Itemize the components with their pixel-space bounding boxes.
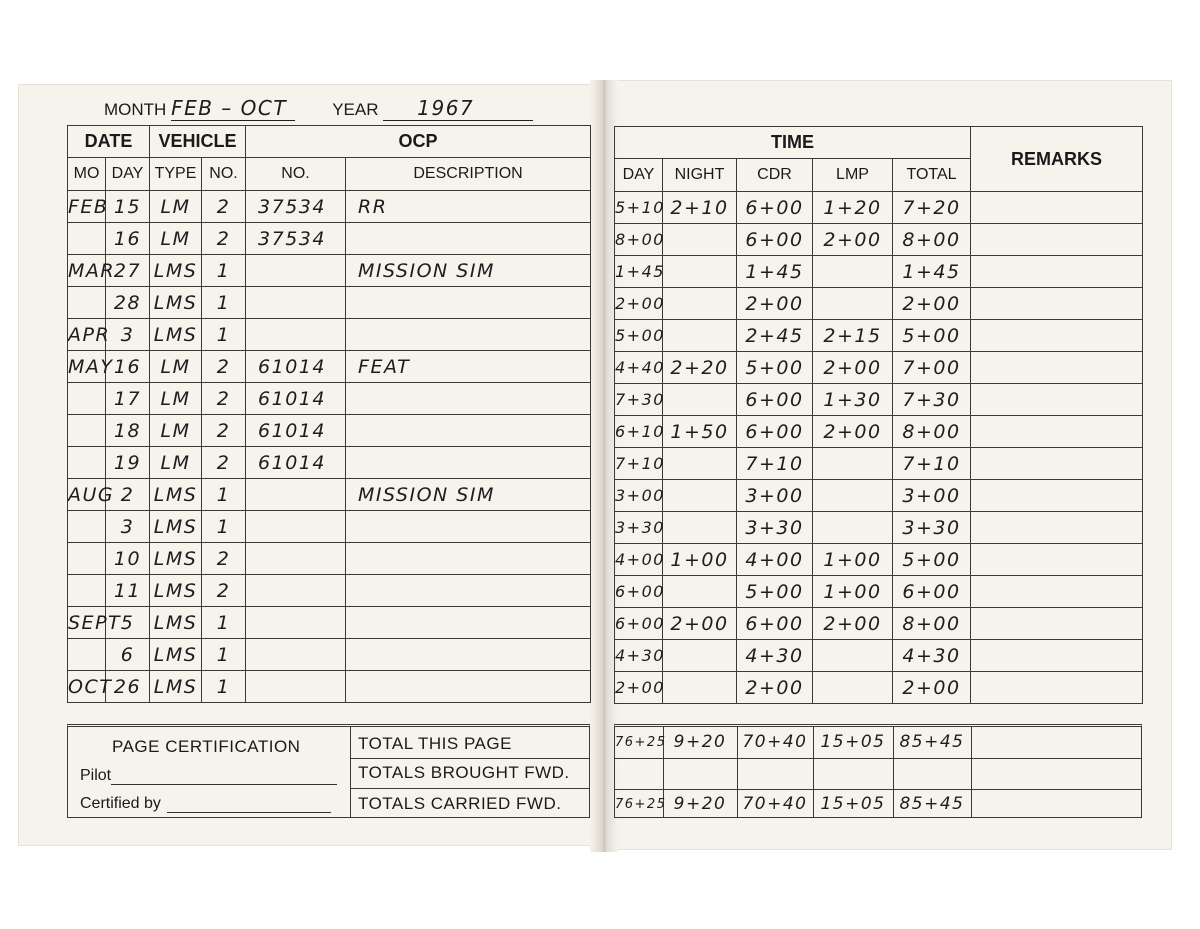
- month-cell: AUG: [68, 479, 106, 511]
- time-day-cell: 2+00: [615, 288, 663, 320]
- pilot-label: Pilot: [80, 767, 112, 784]
- vehicle-no-cell: 1: [202, 639, 246, 671]
- description-cell: [346, 543, 591, 575]
- table-row: [615, 192, 1143, 224]
- time-night-header: NIGHT: [663, 159, 737, 192]
- month-year-header: [104, 96, 533, 121]
- description-cell: [346, 671, 591, 703]
- time-day-cell: 7+30: [615, 384, 663, 416]
- cdr-cell: 6+00: [737, 384, 813, 416]
- day-cell: 2: [106, 479, 150, 511]
- ocp-no-cell: [246, 255, 346, 287]
- month-cell: [68, 223, 106, 255]
- day-cell: 27: [106, 255, 150, 287]
- vehicle-no-cell: 1: [202, 479, 246, 511]
- lmp-cell: 1+00: [813, 544, 893, 576]
- remarks-cell: [971, 352, 1143, 384]
- year-value: 1967: [383, 96, 533, 121]
- total-cell: 7+00: [893, 352, 971, 384]
- brought-cdr-cell: [737, 758, 814, 789]
- description-cell: [346, 447, 591, 479]
- remarks-cell: [971, 416, 1143, 448]
- flight-log-right-table: [614, 126, 1143, 704]
- total-night-cell: 9+20: [663, 727, 738, 758]
- table-row: [615, 384, 1143, 416]
- table-row: [615, 416, 1143, 448]
- lmp-cell: 1+30: [813, 384, 893, 416]
- total-cell: 5+00: [893, 544, 971, 576]
- day-cell: 3: [106, 511, 150, 543]
- totals-grid: [614, 724, 1142, 818]
- description-cell: [346, 639, 591, 671]
- remarks-cell: [971, 608, 1143, 640]
- cdr-cell: 3+00: [737, 480, 813, 512]
- certified-by-line: [80, 795, 331, 813]
- ocp-no-cell: [246, 575, 346, 607]
- totals-brought-fwd-label: TOTALS BROUGHT FWD.: [358, 763, 570, 782]
- table-row: [68, 223, 591, 255]
- ocp-no-cell: 37534: [246, 191, 346, 223]
- totals-divider: [350, 788, 590, 789]
- total-lmp-cell: 15+05: [813, 727, 894, 758]
- mo-header: MO: [68, 158, 106, 191]
- table-row: [615, 512, 1143, 544]
- day-cell: 15: [106, 191, 150, 223]
- table-row: [615, 448, 1143, 480]
- lmp-cell: [813, 288, 893, 320]
- ocp-no-cell: 61014: [246, 351, 346, 383]
- total-cell: 8+00: [893, 416, 971, 448]
- vehicle-no-cell: 2: [202, 575, 246, 607]
- table-row: [615, 576, 1143, 608]
- vehicle-no-cell: 2: [202, 415, 246, 447]
- time-night-cell: [663, 512, 737, 544]
- vehicle-type-cell: LM: [150, 447, 202, 479]
- ocp-no-cell: 61014: [246, 447, 346, 479]
- ocp-no-cell: 37534: [246, 223, 346, 255]
- carried-cdr-cell: 70+40: [737, 789, 814, 818]
- year-label: YEAR: [332, 100, 379, 119]
- day-cell: 3: [106, 319, 150, 351]
- cdr-cell: 5+00: [737, 576, 813, 608]
- ocp-no-cell: 61014: [246, 415, 346, 447]
- total-cell: 8+00: [893, 608, 971, 640]
- description-cell: [346, 287, 591, 319]
- brought-day-cell: [615, 758, 664, 789]
- cdr-cell: 3+30: [737, 512, 813, 544]
- vehicle-no-cell: 1: [202, 255, 246, 287]
- page-certification-title: PAGE CERTIFICATION: [112, 737, 301, 756]
- description-cell: [346, 319, 591, 351]
- table-row: [68, 351, 591, 383]
- lmp-cell: 2+00: [813, 608, 893, 640]
- time-day-cell: 1+45: [615, 256, 663, 288]
- time-night-cell: 1+50: [663, 416, 737, 448]
- day-cell: 17: [106, 383, 150, 415]
- vehicle-type-cell: LMS: [150, 511, 202, 543]
- vehicle-no-cell: 1: [202, 319, 246, 351]
- total-cell: 6+00: [893, 576, 971, 608]
- description-cell: MISSION SIM: [346, 255, 591, 287]
- lmp-cell: [813, 256, 893, 288]
- page-certification-box: [67, 724, 590, 818]
- vehicle-no-cell: 2: [202, 351, 246, 383]
- table-row: [615, 544, 1143, 576]
- cdr-cell: 2+00: [737, 288, 813, 320]
- time-night-cell: 2+20: [663, 352, 737, 384]
- time-night-cell: [663, 256, 737, 288]
- lmp-cell: [813, 448, 893, 480]
- day-cell: 5: [106, 607, 150, 639]
- time-day-cell: 2+00: [615, 672, 663, 704]
- carried-night-cell: 9+20: [663, 789, 738, 818]
- total-cell: 7+30: [893, 384, 971, 416]
- total-cell: 1+45: [893, 256, 971, 288]
- time-night-cell: [663, 288, 737, 320]
- month-cell: [68, 287, 106, 319]
- time-day-cell: 7+10: [615, 448, 663, 480]
- time-header: TIME: [615, 127, 971, 159]
- month-cell: [68, 543, 106, 575]
- table-row: [68, 575, 591, 607]
- vehicle-header: VEHICLE: [150, 126, 246, 158]
- table-row: [615, 352, 1143, 384]
- certified-by-label: Certified by: [80, 795, 161, 812]
- ocp-no-cell: [246, 607, 346, 639]
- vehicle-no-cell: 1: [202, 607, 246, 639]
- vehicle-type-cell: LMS: [150, 671, 202, 703]
- table-row: [68, 447, 591, 479]
- cdr-cell: 7+10: [737, 448, 813, 480]
- day-cell: 26: [106, 671, 150, 703]
- vehicle-type-cell: LMS: [150, 287, 202, 319]
- vehicle-type-cell: LM: [150, 191, 202, 223]
- total-cell: 7+20: [893, 192, 971, 224]
- table-row: [68, 287, 591, 319]
- remarks-cell: [971, 480, 1143, 512]
- vehicle-no-cell: 1: [202, 671, 246, 703]
- vehicle-no-cell: 2: [202, 543, 246, 575]
- time-night-cell: [663, 224, 737, 256]
- time-night-cell: [663, 320, 737, 352]
- table-row: [615, 480, 1143, 512]
- vehicle-type-cell: LMS: [150, 639, 202, 671]
- vehicle-type-cell: LMS: [150, 543, 202, 575]
- total-cell: 3+00: [893, 480, 971, 512]
- day-cell: 18: [106, 415, 150, 447]
- vehicle-no-header: NO.: [202, 158, 246, 191]
- total-total-cell: 85+45: [893, 727, 972, 758]
- totals-carried-fwd-row: [615, 789, 1141, 818]
- vehicle-type-cell: LM: [150, 415, 202, 447]
- cdr-cell: 6+00: [737, 608, 813, 640]
- vehicle-type-cell: LM: [150, 351, 202, 383]
- time-night-cell: 2+00: [663, 608, 737, 640]
- vehicle-type-cell: LMS: [150, 575, 202, 607]
- time-day-header: DAY: [615, 159, 663, 192]
- remarks-cell: [971, 576, 1143, 608]
- lmp-cell: [813, 512, 893, 544]
- lmp-cell: 2+15: [813, 320, 893, 352]
- totals-brought-fwd-row: [615, 758, 1141, 790]
- vehicle-type-cell: LM: [150, 383, 202, 415]
- month-cell: FEB: [68, 191, 106, 223]
- description-cell: MISSION SIM: [346, 479, 591, 511]
- month-cell: [68, 639, 106, 671]
- table-row: [68, 479, 591, 511]
- total-cell: 4+30: [893, 640, 971, 672]
- vehicle-no-cell: 1: [202, 287, 246, 319]
- time-night-cell: [663, 672, 737, 704]
- remarks-header: REMARKS: [971, 127, 1143, 192]
- ocp-no-header: NO.: [246, 158, 346, 191]
- month-cell: MAY: [68, 351, 106, 383]
- description-cell: [346, 383, 591, 415]
- time-day-cell: 5+10: [615, 192, 663, 224]
- cdr-cell: 2+45: [737, 320, 813, 352]
- table-row: [68, 511, 591, 543]
- lmp-cell: [813, 640, 893, 672]
- ocp-no-cell: [246, 639, 346, 671]
- month-label: MONTH: [104, 100, 167, 119]
- remarks-cell: [971, 384, 1143, 416]
- certification-section: [68, 727, 351, 817]
- vehicle-type-cell: LMS: [150, 255, 202, 287]
- cdr-cell: 1+45: [737, 256, 813, 288]
- day-cell: 16: [106, 351, 150, 383]
- time-night-cell: [663, 480, 737, 512]
- time-night-cell: [663, 384, 737, 416]
- description-cell: [346, 575, 591, 607]
- ocp-no-cell: [246, 319, 346, 351]
- flight-log-left-table: [67, 125, 591, 703]
- time-night-cell: 2+10: [663, 192, 737, 224]
- total-cell: 5+00: [893, 320, 971, 352]
- carried-day-cell: 76+25: [615, 789, 664, 818]
- cdr-cell: 6+00: [737, 192, 813, 224]
- month-cell: [68, 511, 106, 543]
- table-row: [68, 319, 591, 351]
- brought-night-cell: [663, 758, 738, 789]
- lmp-cell: 2+00: [813, 416, 893, 448]
- description-cell: RR: [346, 191, 591, 223]
- ocp-header: OCP: [246, 126, 591, 158]
- table-row: [68, 671, 591, 703]
- vehicle-no-cell: 2: [202, 447, 246, 479]
- brought-lmp-cell: [813, 758, 894, 789]
- certified-by-field[interactable]: [167, 796, 331, 813]
- table-row: [68, 191, 591, 223]
- time-day-cell: 6+10: [615, 416, 663, 448]
- ocp-no-cell: 61014: [246, 383, 346, 415]
- total-cell: 8+00: [893, 224, 971, 256]
- total-cdr-cell: 70+40: [737, 727, 814, 758]
- table-row: [68, 607, 591, 639]
- remarks-cell: [971, 192, 1143, 224]
- month-cell: [68, 383, 106, 415]
- table-row: [615, 256, 1143, 288]
- day-cell: 28: [106, 287, 150, 319]
- cdr-cell: 6+00: [737, 224, 813, 256]
- table-row: [615, 288, 1143, 320]
- lmp-cell: [813, 672, 893, 704]
- remarks-cell: [971, 544, 1143, 576]
- lmp-cell: 1+00: [813, 576, 893, 608]
- time-night-cell: 1+00: [663, 544, 737, 576]
- table-row: [615, 320, 1143, 352]
- time-night-cell: [663, 576, 737, 608]
- remarks-cell: [971, 672, 1143, 704]
- description-cell: FEAT: [346, 351, 591, 383]
- remarks-cell: [971, 512, 1143, 544]
- time-day-cell: 4+00: [615, 544, 663, 576]
- day-cell: 16: [106, 223, 150, 255]
- month-cell: [68, 575, 106, 607]
- pilot-signature-line: [80, 767, 337, 785]
- table-row: [68, 543, 591, 575]
- table-row: [68, 639, 591, 671]
- vehicle-type-cell: LMS: [150, 607, 202, 639]
- totals-carried-fwd-label: TOTALS CARRIED FWD.: [358, 794, 562, 813]
- ocp-no-cell: [246, 287, 346, 319]
- vehicle-no-cell: 2: [202, 223, 246, 255]
- ocp-no-cell: [246, 511, 346, 543]
- day-header: DAY: [106, 158, 150, 191]
- table-row: [615, 640, 1143, 672]
- total-cell: 2+00: [893, 672, 971, 704]
- table-row: [68, 255, 591, 287]
- lmp-cell: 2+00: [813, 224, 893, 256]
- day-cell: 10: [106, 543, 150, 575]
- month-cell: [68, 447, 106, 479]
- remarks-cell: [971, 320, 1143, 352]
- time-day-cell: 8+00: [615, 224, 663, 256]
- time-day-cell: 6+00: [615, 608, 663, 640]
- vehicle-type-cell: LM: [150, 223, 202, 255]
- day-cell: 11: [106, 575, 150, 607]
- vehicle-type-cell: LMS: [150, 319, 202, 351]
- vehicle-type-cell: LMS: [150, 479, 202, 511]
- carried-lmp-cell: 15+05: [813, 789, 894, 818]
- cdr-cell: 4+00: [737, 544, 813, 576]
- day-cell: 19: [106, 447, 150, 479]
- table-row: [615, 608, 1143, 640]
- date-header: DATE: [68, 126, 150, 158]
- total-cell: 7+10: [893, 448, 971, 480]
- total-this-page-row: [615, 727, 1141, 759]
- total-cell: 3+30: [893, 512, 971, 544]
- ocp-no-cell: [246, 543, 346, 575]
- type-header: TYPE: [150, 158, 202, 191]
- total-day-cell: 76+25: [615, 727, 664, 758]
- description-cell: [346, 607, 591, 639]
- month-cell: SEPT: [68, 607, 106, 639]
- cdr-cell: 6+00: [737, 416, 813, 448]
- table-row: [68, 383, 591, 415]
- time-day-cell: 4+30: [615, 640, 663, 672]
- time-day-cell: 6+00: [615, 576, 663, 608]
- month-value: FEB – OCT: [171, 96, 295, 121]
- time-day-cell: 4+40: [615, 352, 663, 384]
- table-row: [615, 224, 1143, 256]
- total-cell: 2+00: [893, 288, 971, 320]
- month-cell: APR: [68, 319, 106, 351]
- remarks-cell: [971, 640, 1143, 672]
- month-cell: MAR: [68, 255, 106, 287]
- lmp-header: LMP: [813, 159, 893, 192]
- vehicle-no-cell: 2: [202, 383, 246, 415]
- pilot-signature-field[interactable]: [111, 768, 337, 785]
- month-cell: [68, 415, 106, 447]
- cdr-cell: 2+00: [737, 672, 813, 704]
- time-day-cell: 3+00: [615, 480, 663, 512]
- carried-total-cell: 85+45: [893, 789, 972, 818]
- remarks-cell: [971, 448, 1143, 480]
- remarks-cell: [971, 256, 1143, 288]
- time-night-cell: [663, 640, 737, 672]
- time-night-cell: [663, 448, 737, 480]
- total-header: TOTAL: [893, 159, 971, 192]
- ocp-no-cell: [246, 671, 346, 703]
- remarks-cell: [971, 224, 1143, 256]
- table-row: [68, 415, 591, 447]
- month-cell: OCT: [68, 671, 106, 703]
- lmp-cell: 2+00: [813, 352, 893, 384]
- cdr-header: CDR: [737, 159, 813, 192]
- time-day-cell: 5+00: [615, 320, 663, 352]
- vehicle-no-cell: 2: [202, 191, 246, 223]
- description-cell: [346, 511, 591, 543]
- remarks-cell: [971, 288, 1143, 320]
- vehicle-no-cell: 1: [202, 511, 246, 543]
- description-cell: [346, 415, 591, 447]
- brought-total-cell: [893, 758, 972, 789]
- description-header: DESCRIPTION: [346, 158, 591, 191]
- day-cell: 6: [106, 639, 150, 671]
- table-row: [615, 672, 1143, 704]
- ocp-no-cell: [246, 479, 346, 511]
- cdr-cell: 5+00: [737, 352, 813, 384]
- description-cell: [346, 223, 591, 255]
- time-day-cell: 3+30: [615, 512, 663, 544]
- lmp-cell: [813, 480, 893, 512]
- totals-divider: [350, 758, 590, 759]
- cdr-cell: 4+30: [737, 640, 813, 672]
- lmp-cell: 1+20: [813, 192, 893, 224]
- total-this-page-label: TOTAL THIS PAGE: [358, 734, 512, 753]
